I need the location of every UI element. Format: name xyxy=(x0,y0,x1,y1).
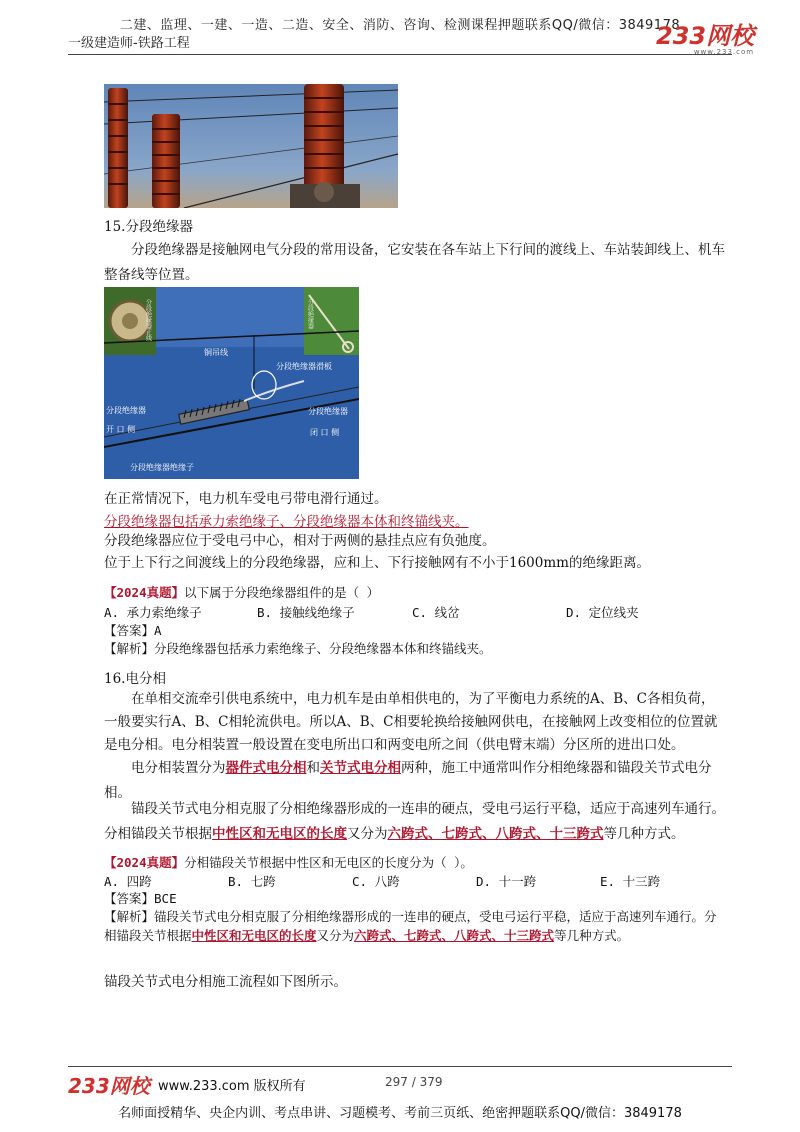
section-16-para-3 xyxy=(104,797,726,847)
question-1-analysis xyxy=(104,639,726,658)
question-1-answer-tag: 【答案】 xyxy=(104,623,155,638)
diagram-label-dropper: 铜吊线 xyxy=(204,348,228,357)
question-2-option-c: C. 八跨 xyxy=(352,874,400,889)
section-15-line-3: 分段绝缘器应位于受电弓中心，相对于两侧的悬挂点应有负弛度。 xyxy=(104,533,496,549)
section-16-para-3-c: 又分为 xyxy=(347,826,388,842)
question-1-option-d: D. 定位线夹 xyxy=(566,605,639,620)
question-2-analysis-term-spans: 六跨式、七跨式、八跨式、十三跨式 xyxy=(354,928,555,943)
section-insulator-diagram xyxy=(104,287,359,479)
section-16-term-device: 器件式电分相 xyxy=(225,760,307,776)
question-1-tag: 【2024真题】 xyxy=(104,585,185,600)
question-1-option-c: C. 线岔 xyxy=(412,605,460,620)
header-logo-url: www.233.com xyxy=(693,48,755,56)
section-15-intro: 分段绝缘器是接触网电气分段的常用设备，它安装在各车站上下行间的渡线上、车站装卸线上、机车整备线等位置。 xyxy=(104,242,725,283)
footer-promo: 名师面授精华、央企内训、考点串讲、习题模考、考前三页纸、绝密押题联系QQ/微信：3849178 xyxy=(118,1106,682,1121)
question-2-option-e: E. 十三跨 xyxy=(600,874,661,889)
section-16-term-spans: 六跨式、七跨式、八跨式、十三跨式 xyxy=(387,826,604,842)
header-subtitle: 一级建造师-铁路工程 xyxy=(68,36,190,51)
footer-divider xyxy=(68,1066,732,1067)
question-2-stem xyxy=(104,853,726,872)
section-15-line-4: 位于上下行之间渡线上的分段绝缘器，应和上、下行接触网有不小于1600mm的绝缘距离。 xyxy=(104,555,650,571)
question-1-options xyxy=(104,603,726,623)
question-2-analysis-e: 等几种方式。 xyxy=(554,928,630,943)
question-1-option-a: A. 承力索绝缘子 xyxy=(104,605,202,620)
footer-copyright: www.233.com 版权所有 xyxy=(158,1079,306,1094)
question-2-answer-value: BCE xyxy=(154,891,177,906)
question-2-option-d: D. 十一跨 xyxy=(476,874,537,889)
diagram-label-insulator-sub: 分段绝缘器绝缘子 xyxy=(130,463,194,472)
question-2-answer-tag: 【答案】 xyxy=(104,891,155,906)
header-logo xyxy=(656,16,754,56)
question-2-analysis-tag: 【解析】 xyxy=(104,909,155,924)
question-2-text: 分相锚段关节根据中性区和无电区的长度分为（ ）。 xyxy=(184,855,473,870)
diagram-label-closed-side: 闭 口 侧 xyxy=(310,428,340,437)
question-2-answer xyxy=(104,889,726,908)
question-1-analysis-tag: 【解析】 xyxy=(104,641,155,656)
question-2-analysis xyxy=(104,907,726,945)
question-2-analysis-a: 锚段关节式电分相克服了分相绝缘器形成的一连串的硬点，受电弓运行平稳，适应于高速列车通行。分相锚段关节根据 xyxy=(104,909,717,943)
section-15-line-1: 在正常情况下，电力机车受电弓带电滑行通过。 xyxy=(104,491,388,507)
question-1-option-b: B. 接触线绝缘子 xyxy=(257,605,355,620)
question-2-tag: 【2024真题】 xyxy=(104,855,185,870)
question-1-analysis-text: 分段绝缘器包括承力索绝缘子、分段绝缘器本体和终锚线夹。 xyxy=(154,641,492,656)
header-logo-text: 233网校 xyxy=(656,22,755,50)
section-16-para-2-a: 电分相装置分为 xyxy=(131,760,226,776)
question-2-analysis-c: 又分为 xyxy=(316,928,355,943)
diagram-label-left-insulator: 分段绝缘器 xyxy=(106,406,146,415)
section-15-highlight: 分段绝缘器包括承力索绝缘子、分段绝缘器本体和终锚线夹。 xyxy=(104,514,469,530)
insulator-photo xyxy=(104,84,398,208)
diagram-label-right-insulator: 分段绝缘器 xyxy=(308,407,348,416)
section-16-para-3-a: 锚段关节式电分相克服了分相绝缘器形成的一连串的硬点，受电弓运行平稳，适应于高速列车通行。分相锚段关节根据 xyxy=(104,801,725,842)
diagram-label-slide: 分段绝缘器滑板 xyxy=(276,362,332,371)
diagram-label-left-box: 分段绝缘器正线 xyxy=(144,299,152,341)
section-16-closing: 锚段关节式电分相施工流程如下图所示。 xyxy=(104,974,347,990)
section-16-para-1: 在单相交流牵引供电系统中，电力机车是由单相供电的，为了平衡电力系统的A、B、C各相负荷，一般要实行A、B、C相轮流供电。所以A、B、C相要轮换给接触网供电，在接触网上改变相位的位置就是电分相。电分相装置一般设置在变电所出口和两变电所之间（供电臂末端）分区所的进出口处。 xyxy=(104,691,718,753)
footer-logo: 233网校 xyxy=(68,1074,150,1098)
header-divider xyxy=(68,54,732,55)
section-16-para-2-c: 和 xyxy=(306,760,320,776)
diagram-label-open-side: 开 口 侧 xyxy=(106,425,136,434)
question-1-text: 以下属于分段绝缘器组件的是（ ） xyxy=(184,585,380,600)
section-16-para-3-e: 等几种方式。 xyxy=(603,826,685,842)
question-2-option-a: A. 四跨 xyxy=(104,874,152,889)
question-1-answer xyxy=(104,621,726,640)
section-16-term-joint: 关节式电分相 xyxy=(320,760,401,776)
page-number: 297 / 379 xyxy=(385,1075,443,1089)
diagram-label-right-box: 分段绝缘器 xyxy=(306,299,314,329)
header-promo: 二建、监理、一建、一造、二造、安全、消防、咨询、检测课程押题联系QQ/微信：3849178 xyxy=(119,18,681,33)
question-2-analysis-term-length: 中性区和无电区的长度 xyxy=(191,928,317,943)
section-16-para-2-e: 两种，施工中通常叫作分相绝缘器和锚段关节式电分相。 xyxy=(104,760,712,801)
section-15-title: 15.分段绝缘器 xyxy=(104,219,193,235)
question-2-option-b: B. 七跨 xyxy=(228,874,276,889)
section-16-term-length: 中性区和无电区的长度 xyxy=(212,826,347,842)
question-1-answer-value: A xyxy=(154,623,162,638)
section-16-title: 16.电分相 xyxy=(104,671,166,687)
question-1-stem xyxy=(104,583,726,602)
